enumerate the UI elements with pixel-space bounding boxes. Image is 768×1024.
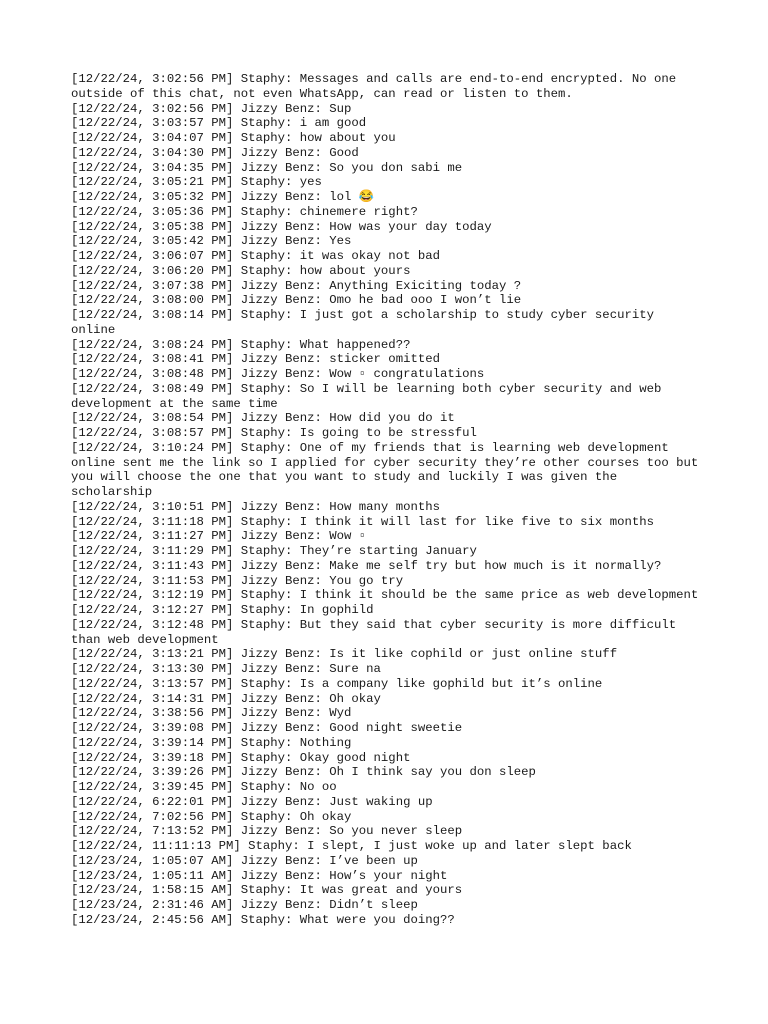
chat-line: [12/22/24, 3:14:31 PM] Jizzy Benz: Oh okay xyxy=(71,691,381,706)
chat-line: [12/22/24, 3:11:27 PM] Jizzy Benz: Wow ▫ xyxy=(71,529,367,544)
chat-line: [12/22/24, 7:13:52 PM] Jizzy Benz: So you never sleep xyxy=(71,824,463,839)
chat-line: [12/22/24, 3:08:48 PM] Jizzy Benz: Wow ▫ congratulations xyxy=(71,367,485,381)
chat-line: [12/22/24, 3:05:42 PM] Jizzy Benz: Yes xyxy=(71,234,352,249)
chat-line: [12/22/24, 3:03:57 PM] Staphy: i am good xyxy=(71,116,367,131)
chat-line: [12/22/24, 3:08:57 PM] Staphy: Is going to be stressful xyxy=(71,426,477,440)
chat-line: [12/22/24, 3:05:38 PM] Jizzy Benz: How was your day today xyxy=(71,219,492,234)
chat-line: [12/22/24, 3:12:19 PM] Staphy: I think it should be the same price as web development xyxy=(71,588,699,603)
chat-line: [12/22/24, 3:10:24 PM] Staphy: One of my friends that is learning web development online sent me the link so I applied for cyber security they’re other courses too but you will choose the one that you want to study and luckily I was given the scholarship xyxy=(71,440,706,499)
chat-line: [12/22/24, 3:05:36 PM] Staphy: chinemere right? xyxy=(71,204,418,219)
chat-line: [12/22/24, 3:04:35 PM] Jizzy Benz: So you don sabi me xyxy=(71,160,463,175)
chat-line: [12/22/24, 3:39:08 PM] Jizzy Benz: Good night sweetie xyxy=(71,721,463,735)
chat-line: [12/22/24, 6:22:01 PM] Jizzy Benz: Just waking up xyxy=(71,794,433,809)
chat-line: [12/22/24, 3:11:18 PM] Staphy: I think it will last for like five to six months xyxy=(71,514,654,529)
chat-line: [12/22/24, 3:39:26 PM] Jizzy Benz: Oh I think say you don sleep xyxy=(71,765,536,780)
chat-line: [12/22/24, 3:10:51 PM] Jizzy Benz: How many months xyxy=(71,499,440,514)
chat-line: [12/22/24, 3:38:56 PM] Jizzy Benz: Wyd xyxy=(71,706,352,721)
chat-line: [12/22/24, 3:06:20 PM] Staphy: how about yours xyxy=(71,263,411,278)
chat-line: [12/22/24, 3:08:00 PM] Jizzy Benz: Omo he bad ooo I won’t lie xyxy=(71,293,522,308)
chat-line: [12/23/24, 1:05:07 AM] Jizzy Benz: I’ve been up xyxy=(71,853,418,868)
chat-line: [12/22/24, 3:05:21 PM] Staphy: yes xyxy=(71,175,322,190)
chat-line: [12/23/24, 2:45:56 AM] Staphy: What were you doing?? xyxy=(71,912,455,927)
chat-line: [12/22/24, 3:07:38 PM] Jizzy Benz: Anything Exiciting today ? xyxy=(71,278,522,293)
chat-line: [12/23/24, 1:05:11 AM] Jizzy Benz: How’s your night xyxy=(71,868,448,883)
chat-line: [12/22/24, 3:39:45 PM] Staphy: No oo xyxy=(71,780,337,794)
chat-line: [12/22/24, 3:11:53 PM] Jizzy Benz: You go try xyxy=(71,573,404,588)
chat-line: [12/22/24, 7:02:56 PM] Staphy: Oh okay xyxy=(71,809,352,824)
chat-line: [12/22/24, 3:08:49 PM] Staphy: So I will be learning both cyber security and web development at the same time xyxy=(71,381,669,411)
chat-line: [12/22/24, 3:12:48 PM] Staphy: But they said that cyber security is more difficult than web development xyxy=(71,617,684,647)
chat-line: [12/22/24, 3:08:41 PM] Jizzy Benz: sticker omitted xyxy=(71,352,440,367)
chat-line: [12/22/24, 3:02:56 PM] Staphy: Messages and calls are end-to-end encrypted. No one outside of this chat, not even WhatsApp, can read or listen to them. xyxy=(71,72,684,101)
chat-line: [12/23/24, 2:31:46 AM] Jizzy Benz: Didn’t sleep xyxy=(71,898,418,912)
chat-line: [12/22/24, 3:11:29 PM] Staphy: They’re starting January xyxy=(71,544,477,558)
chat-line: [12/22/24, 3:08:14 PM] Staphy: I just got a scholarship to study cyber security online xyxy=(71,308,662,337)
chat-line: [12/22/24, 3:08:24 PM] Staphy: What happened?? xyxy=(71,337,411,352)
chat-line: [12/22/24, 3:12:27 PM] Staphy: In gophild xyxy=(71,603,374,617)
chat-line: [12/22/24, 3:05:32 PM] Jizzy Benz: lol 😂 xyxy=(71,190,375,204)
chat-line: [12/22/24, 3:13:57 PM] Staphy: Is a company like gophild but it’s online xyxy=(71,676,603,691)
chat-line: [12/22/24, 3:04:07 PM] Staphy: how about you xyxy=(71,131,396,145)
chat-line: [12/22/24, 11:11:13 PM] Staphy: I slept, I just woke up and later slept back xyxy=(71,839,632,853)
chat-line: [12/22/24, 3:02:56 PM] Jizzy Benz: Sup xyxy=(71,101,352,116)
chat-line: [12/22/24, 3:13:30 PM] Jizzy Benz: Sure na xyxy=(71,662,381,676)
chat-line: [12/22/24, 3:39:18 PM] Staphy: Okay good night xyxy=(71,750,411,765)
chat-line: [12/22/24, 3:06:07 PM] Staphy: it was okay not bad xyxy=(71,249,440,263)
chat-transcript xyxy=(71,72,706,928)
chat-line: [12/23/24, 1:58:15 AM] Staphy: It was great and yours xyxy=(71,883,463,898)
chat-line: [12/22/24, 3:08:54 PM] Jizzy Benz: How did you do it xyxy=(71,411,455,426)
chat-line: [12/22/24, 3:13:21 PM] Jizzy Benz: Is it like cophild or just online stuff xyxy=(71,647,618,662)
chat-line: [12/22/24, 3:04:30 PM] Jizzy Benz: Good xyxy=(71,145,359,160)
chat-line: [12/22/24, 3:11:43 PM] Jizzy Benz: Make me self try but how much is it normally? xyxy=(71,558,662,573)
chat-line: [12/22/24, 3:39:14 PM] Staphy: Nothing xyxy=(71,735,352,750)
